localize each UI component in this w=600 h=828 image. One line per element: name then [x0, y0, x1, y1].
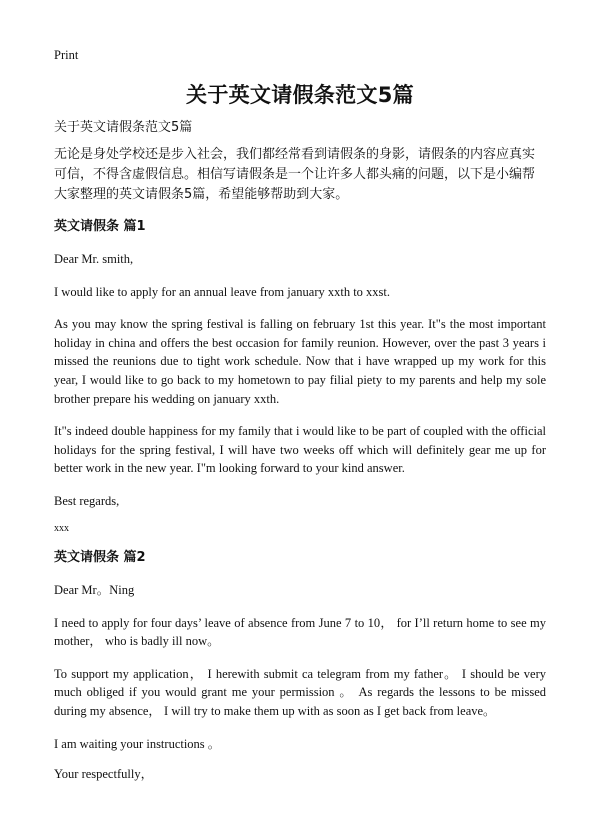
letter-salutation: Dear Mr。Ning — [54, 582, 135, 597]
intro-paragraph: 无论是身处学校还是步入社会，我们都经常看到请假条的身影，请假条的内容应真实可信，不得含虚假信息。相信写请假条是一个让许多人都头痛的问题，以下是小编帮大家整理的英文请假条5篇，希望能够帮助到大家。 — [54, 147, 536, 202]
section-1 — [54, 218, 546, 536]
letter-signature: xxx — [54, 522, 69, 534]
letter-paragraph: It"s indeed double happiness for my family that i would like to be part of coupled with the official holidays for the spring festival, I will have two weeks off which will definitely gear me up for better work in the new year. I"m looking forward to your kind answer. — [54, 424, 546, 476]
letter-paragraph: I am waiting your instructions 。 — [54, 736, 221, 751]
page-title: 关于英文请假条范文5篇 — [186, 83, 414, 107]
letter-paragraph: As you may know the spring festival is falling on february 1st this year. It"s the most important holiday in china and offers the best occasion for family reunion. However, over the past 3 years i missed the reunions due to tight work schedule. Now that i have wrapped up my work for this year, I would like to go back to my hometown to pay filial piety to my parents and help my sole brother prepare his wedding on january xxth. — [54, 317, 546, 406]
section-heading: 英文请假条 篇2 — [54, 549, 146, 565]
letter-paragraph: To support my application， I herewith submit ca telegram from my father。 I should be very much obliged if you would grant me your permission 。 As regards the lessons to be missed during my absence， I will try to make them up with as soon as I get back from leave。 — [54, 666, 546, 718]
print-link[interactable]: Print — [54, 48, 79, 62]
letter-closing: Your respectfully， — [54, 767, 154, 782]
letter-salutation: Dear Mr. smith, — [54, 252, 134, 266]
letter-closing: Best regards, — [54, 493, 120, 508]
section-heading: 英文请假条 篇1 — [54, 219, 146, 234]
letter-paragraph: I would like to apply for an annual leave from january xxth to xxst. — [54, 284, 391, 299]
section-2 — [54, 549, 546, 784]
letter-paragraph: I need to apply for four days’ leave of absence from June 7 to 10， for I’ll return home to see my mother， who is badly ill now。 — [54, 615, 546, 649]
document-subtitle: 关于英文请假条范文5篇 — [54, 120, 193, 135]
